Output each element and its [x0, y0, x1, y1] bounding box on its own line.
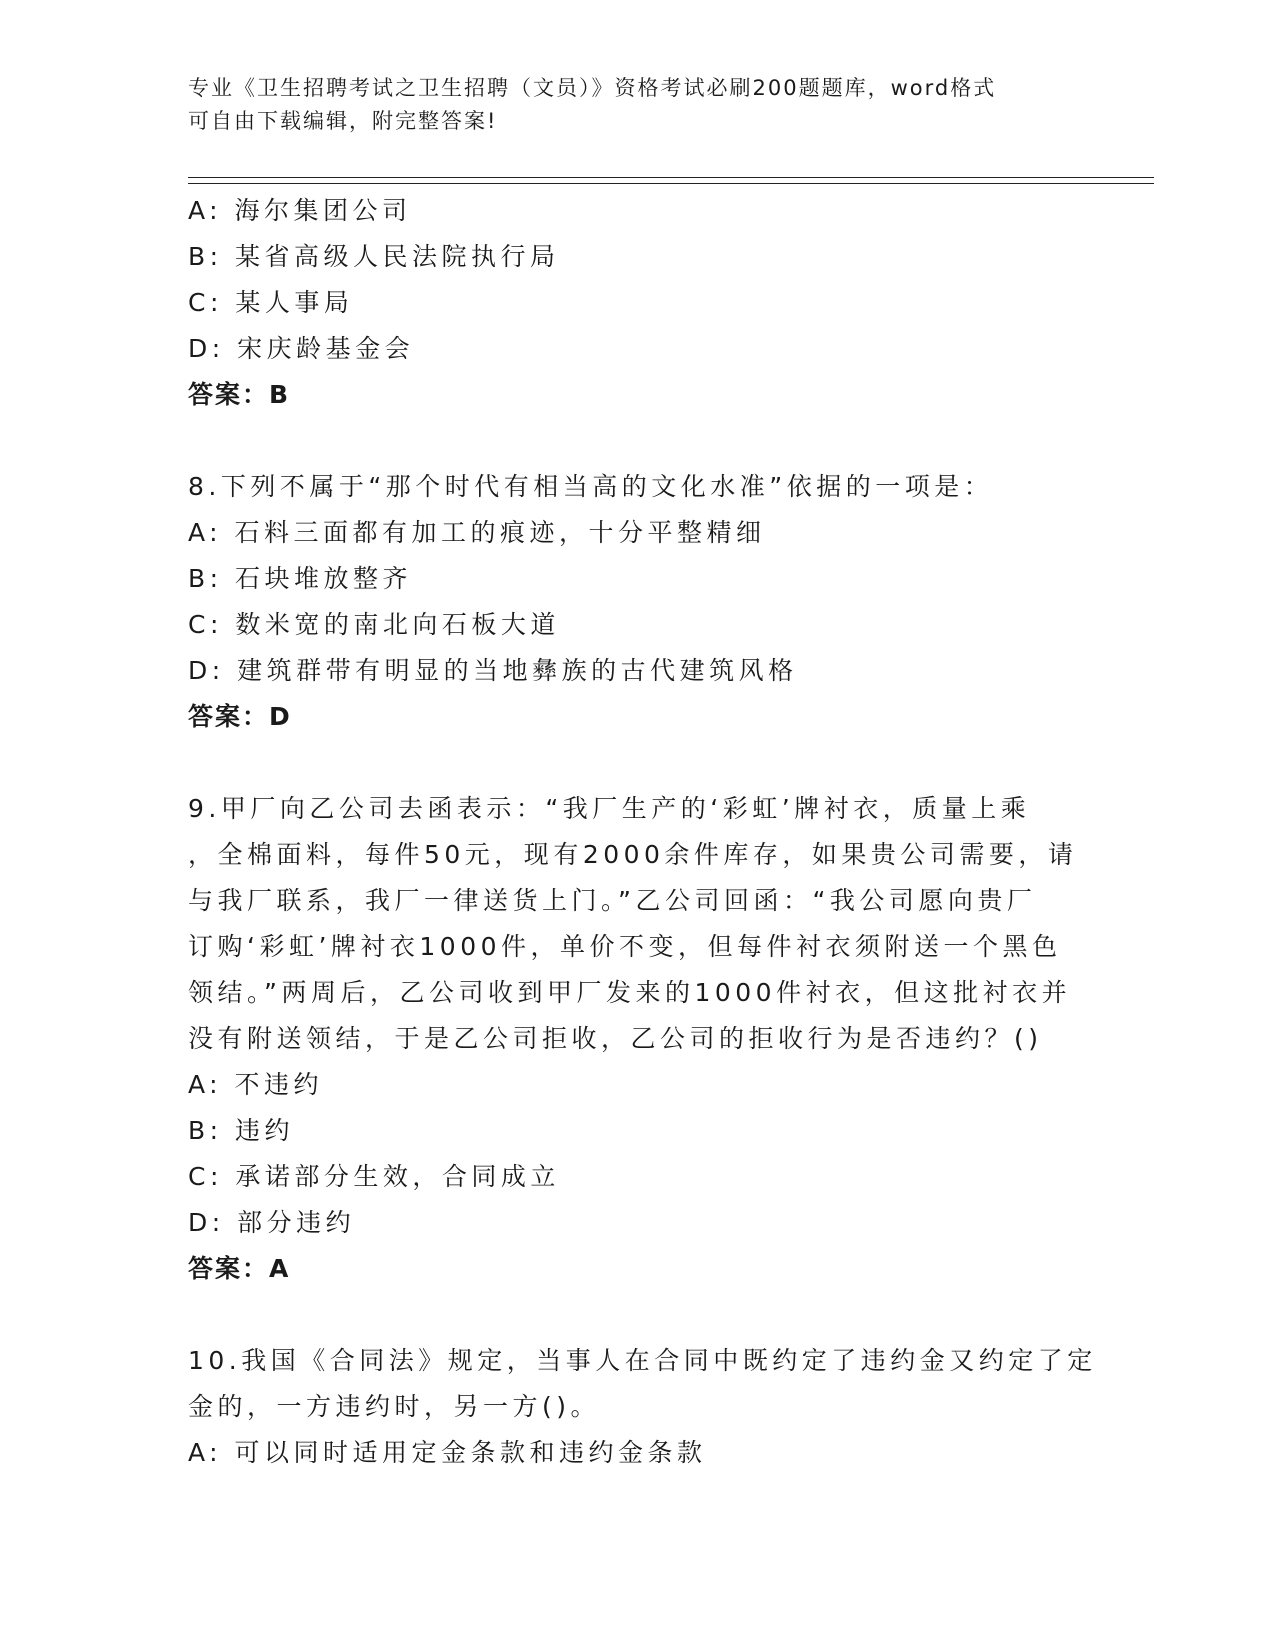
question-stem-line: 与我厂联系，我厂一律送货上门。”乙公司回函：“我公司愿向贵厂 — [188, 886, 1037, 915]
option-a: A: 可以同时适用定金条款和违约金条款 — [188, 1438, 707, 1467]
option-a: A: 石料三面都有加工的痕迹，十分平整精细 — [188, 518, 766, 547]
document-header — [188, 72, 1068, 138]
question-10 — [188, 1338, 1097, 1476]
question-8 — [188, 464, 1088, 740]
option-d: D: 部分违约 — [188, 1208, 356, 1237]
question-list — [188, 188, 1097, 1476]
option-b: B: 某省高级人民法院执行局 — [188, 242, 560, 271]
option-c: C: 承诺部分生效，合同成立 — [188, 1162, 560, 1191]
option-a: A: 海尔集团公司 — [188, 196, 412, 225]
question-stem-line: ，全棉面料，每件50元，现有2000余件库存，如果贵公司需要，请 — [188, 840, 1078, 869]
question-stem-line: 10.我国《合同法》规定，当事人在合同中既约定了违约金又约定了定 — [188, 1346, 1097, 1375]
question-stem-line: 9.甲厂向乙公司去函表示：“我厂生产的‘彩虹’牌衬衣，质量上乘 — [188, 794, 1031, 823]
question-stem-line: 金的，一方违约时，另一方()。 — [188, 1392, 601, 1421]
header-rule-top — [188, 177, 1154, 178]
question-stem-line: 没有附送领结，于是乙公司拒收，乙公司的拒收行为是否违约？() — [188, 1024, 1043, 1053]
question-gap — [188, 1292, 1088, 1338]
option-c: C: 数米宽的南北向石板大道 — [188, 610, 560, 639]
answer-line: 答案：D — [188, 702, 292, 731]
question-stem-line: 领结。”两周后，乙公司收到甲厂发来的1000件衬衣，但这批衬衣并 — [188, 978, 1072, 1007]
option-b: B: 石块堆放整齐 — [188, 564, 413, 593]
question-7 — [188, 188, 1088, 418]
answer-line: 答案：B — [188, 380, 291, 409]
question-stem: 8.下列不属于“那个时代有相当高的文化水准”依据的一项是： — [188, 472, 994, 501]
header-rule-bottom — [188, 183, 1154, 184]
answer-line: 答案：A — [188, 1254, 291, 1283]
option-d: D: 建筑群带有明显的当地彝族的古代建筑风格 — [188, 656, 798, 685]
question-gap — [188, 418, 1088, 464]
option-c: C: 某人事局 — [188, 288, 354, 317]
header-line-1: 专业《卫生招聘考试之卫生招聘（文员）》资格考试必刷200题题库，word格式 — [188, 76, 997, 100]
option-a: A: 不违约 — [188, 1070, 324, 1099]
option-b: B: 违约 — [188, 1116, 295, 1145]
question-gap — [188, 740, 1088, 786]
header-line-2: 可自由下载编辑，附完整答案! — [188, 109, 498, 133]
question-9 — [188, 786, 1088, 1292]
option-d: D: 宋庆龄基金会 — [188, 334, 415, 363]
question-stem-line: 订购‘彩虹’牌衬衣1000件，单价不变，但每件衬衣须附送一个黑色 — [188, 932, 1062, 961]
